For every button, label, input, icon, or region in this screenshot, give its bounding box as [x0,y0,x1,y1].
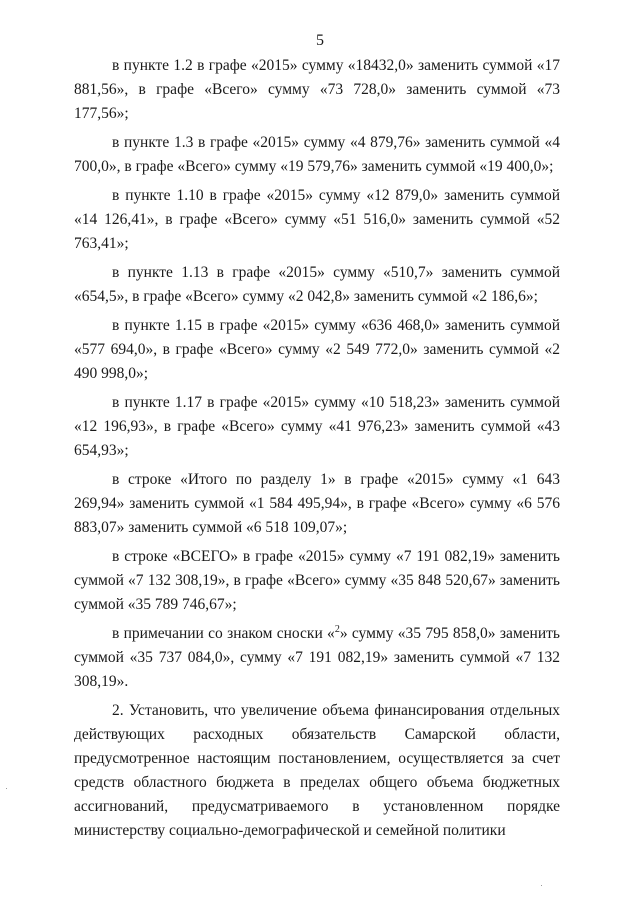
paragraph-item-1-17: в пункте 1.17 в графе «2015» сумму «10 518,23» заменить суммой «12 196,93», в графе «Всего» сумму «41 976,23» заменить суммой «43 654,93»; [74,394,560,459]
footnote-text-before: в примечании со знаком сноски « [112,625,335,642]
paragraph-item-1-3: в пункте 1.3 в графе «2015» сумму «4 879,76» заменить суммой «4 700,0», в графе «Всего» сумму «19 579,76» заменить суммой «19 400,0»; [74,134,560,175]
paragraph-item-1-2: в пункте 1.2 в графе «2015» сумму «18432,0» заменить суммой «17 881,56», в графе «Всего» сумму «73 728,0» заменить суммой «73 177,56»; [74,57,560,122]
document-body [74,54,560,843]
footnote-marker: 2 [334,623,340,635]
paragraph-item-1-15: в пункте 1.15 в графе «2015» сумму «636 468,0» заменить суммой «577 694,0», в графе «Всего» сумму «2 549 772,0» заменить суммой «2 490 998,0»; [74,317,560,382]
scan-speck [6,788,7,789]
paragraph-vsego-row: в строке «ВСЕГО» в графе «2015» сумму «7 191 082,19» заменить суммой «7 132 308,19», в графе «Всего» сумму «35 848 520,67» заменить суммой «35 789 746,67»; [74,548,560,613]
paragraph-itogo-section-1: в строке «Итого по разделу 1» в графе «2015» сумму «1 643 269,94» заменить суммой «1 584 495,94», в графе «Всего» сумму «6 576 883,07» заменить суммой «6 518 109,07»; [74,471,560,536]
footnote-text-after: » сумму «35 795 858,0» заменить суммой «35 737 084,0», сумму «7 191 082,19» заменить суммой «7 132 308,19». [74,625,560,690]
paragraph-footnote-note [74,622,560,694]
page-number: 5 [316,32,324,49]
paragraph-item-1-13: в пункте 1.13 в графе «2015» сумму «510,7» заменить суммой «654,5», в графе «Всего» сумму «2 042,8» заменить суммой «2 186,6»; [74,264,560,305]
paragraph-item-1-10: в пункте 1.10 в графе «2015» сумму «12 879,0» заменить суммой «14 126,41», в графе «Всего» сумму «51 516,0» заменить суммой «52 763,41»; [74,187,560,252]
paragraph-item-2: 2. Установить, что увеличение объема финансирования отдельных действующих расходных обязательств Самарской области, предусмотренное настоящим постановлением, осуществляется за счет средств областного бюджета в пределах общего объема бюджетных ассигнований, предусматриваемого в установленном порядке министерству социально-демографической и семейной политики [74,702,560,839]
scan-speck [541,885,542,886]
